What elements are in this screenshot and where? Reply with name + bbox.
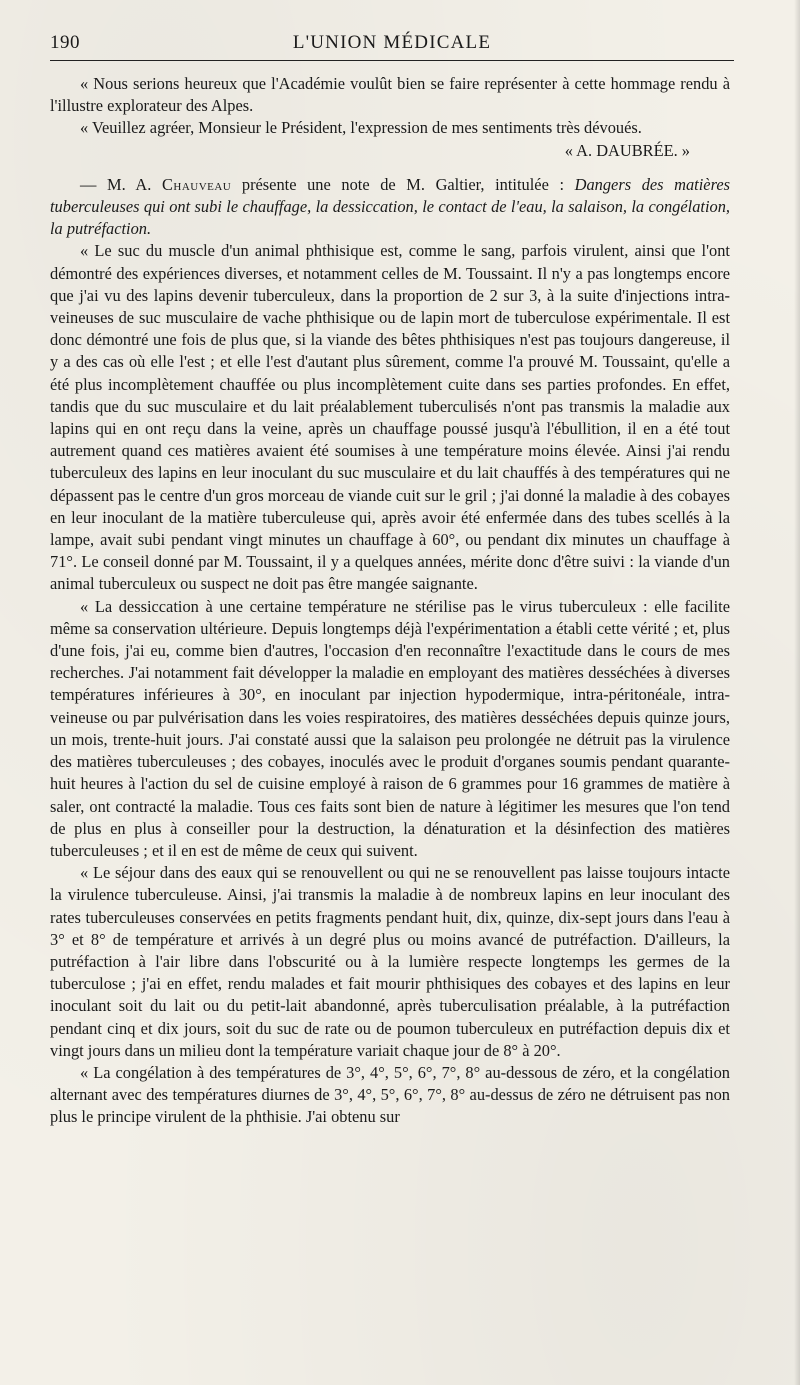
paragraph-presentation (50, 174, 730, 241)
section-gap (50, 162, 730, 174)
running-head (50, 24, 734, 61)
paragraph-salutation: « Veuillez agréer, Monsieur le Président, l'expression de mes sentiments très dévoués. (80, 118, 642, 138)
page-edge-shadow (794, 0, 800, 1385)
page-number: 190 (50, 32, 80, 53)
note-title: Dangers des matières tuberculeuses qui ont subi le chauffage, la dessiccation, le contact de l'eau, la salaison, la congélation, la putréfaction. (50, 174, 730, 239)
presentation-lead: — M. A. (80, 174, 162, 194)
paragraph-closing-request: « Nous serions heureux que l'Académie voulût bien se faire représenter à cette hommage rendu à l'illustre explorateur des Alpes. (50, 74, 730, 116)
presenter-name: Chauveau (161, 174, 232, 194)
body-text (50, 73, 730, 1129)
paragraph-dessication: « La dessiccation à une certaine température ne stérilise pas le virus tuberculeux : elle facilite même sa conservation ultérieure. Depuis longtemps déjà l'expérimentation a établi cette vérité ; et, plus d'une fois, j'ai eu, comme bien d'autres, l'occasion d'en reconnaître l'exactitude dans le cours de mes recherches. J'ai notamment fait développer la maladie en employant des matières desséchées à diverses températures inférieures à 30°, en inoculant par injection hypodermique, intra-péritonéale, intra-veineuse ou par pulvérisation dans les voies respiratoires, des matières desséchées depuis quinze jours, un mois, trente-huit jours. J'ai constaté aussi que la salaison peu prolongée ne détruit pas la virulence des matières tuberculeuses ; des cobayes, inoculés avec le produit d'organes soumis pendant quarante-huit heures à l'action du sel de cuisine employé à raison de 6 grammes pour 16 grammes de matière à saler, ont contracté la maladie. Tous ces faits sont bien de nature à légitimer les mesures que l'on tend de plus en plus à conseiller pour la destruction, la dénaturation et la désinfection des matières tuberculeuses ; et il en est de même de ceux qui suivent. (50, 596, 730, 860)
signature: « A. DAUBRÉE. » (564, 140, 690, 160)
paragraph-congelation: « La congélation à des températures de 3°, 4°, 5°, 6°, 7°, 8° au-dessous de zéro, et la congélation alternant avec des températures diurnes de 3°, 4°, 5°, 6°, 7°, 8° au-dessus de zéro ne détruisent pas non plus le principe virulent de la phthisie. J'ai obtenu sur (50, 1062, 730, 1127)
paragraph-water-putrefaction: « Le séjour dans des eaux qui se renouvellent ou qui ne se renouvellent pas laisse toujours intacte la virulence tuberculeuse. Ainsi, j'ai transmis la maladie à de nombreux lapins en leur inoculant des rates tuberculeuses conservées en petits fragments pendant huit, dix, quinze, dix-sept jours dans l'eau à 3° et 8° de température et arrivés à un degré plus ou moins avancé de putréfaction. D'ailleurs, la putréfaction à l'air libre dans l'obscurité ou à la lumière respecte longtemps les germes de la tuberculose ; j'ai en effet, rendu malades et fait mourir phthisiques des cobayes et des lapins en leur inoculant soit du lait ou du petit-lait abandonné, après tuberculisation préalable, à la putréfaction pendant cinq et dix jours, soit du suc de rate ou de poumon tuberculeux en putréfaction depuis dix et vingt jours dans un milieu dont la température variait chaque jour de 8° à 20°. (50, 863, 730, 1060)
paragraph-muscle-juice: « Le suc du muscle d'un animal phthisique est, comme le sang, parfois virulent, ainsi que l'ont démontré des expériences diverses, et notamment celles de M. Toussaint. Il n'y a pas longtemps encore que j'ai vu des lapins devenir tuberculeux, dans la proportion de 2 sur 3, à la suite d'injections intra-veineuses de suc musculaire de vache phthisique ou de lapin mort de tuberculose expérimentale. Il est donc démontré une fois de plus que, si la viande des bêtes phthisiques n'est pas toujours dangereuse, il y a des cas où elle l'est ; et elle l'est d'autant plus sûrement, comme l'a prouvé M. Toussaint, qu'elle a été plus incomplètement chauffée ou plus incomplètement cuite dans ses parties profondes. En effet, tandis que du suc musculaire et du lait préalablement tuberculisés n'ont pas transmis la maladie aux lapins qui en ont reçu dans la veine, après un chauffage poussé jusqu'à l'ébullition, il en a été tout autrement quand ces matières avaient été soumises à une température moins élevée. Ainsi j'ai rendu tuberculeux des lapins en leur inoculant du suc musculaire et du lait chauffés à des températures qui ne dépassent pas le centre d'un gros morceau de viande cuit sur le gril ; j'ai donné la maladie à des cobayes en leur inoculant de la matière tuberculeuse qui, après avoir été enfermée dans des tubes scellés à la lampe, avait subi pendant vingt minutes un chauffage à 60°, ou pendant dix minutes un chauffage à 71°. Le conseil donné par M. Toussaint, il y a quelques années, mérite donc d'être suivi : la viande d'un animal tuberculeux ou suspect ne doit pas être mangée saignante. (50, 241, 730, 594)
presentation-mid: présente une note de M. Galtier, intitulée : (231, 174, 575, 194)
journal-title: L'UNION MÉDICALE (292, 32, 492, 53)
